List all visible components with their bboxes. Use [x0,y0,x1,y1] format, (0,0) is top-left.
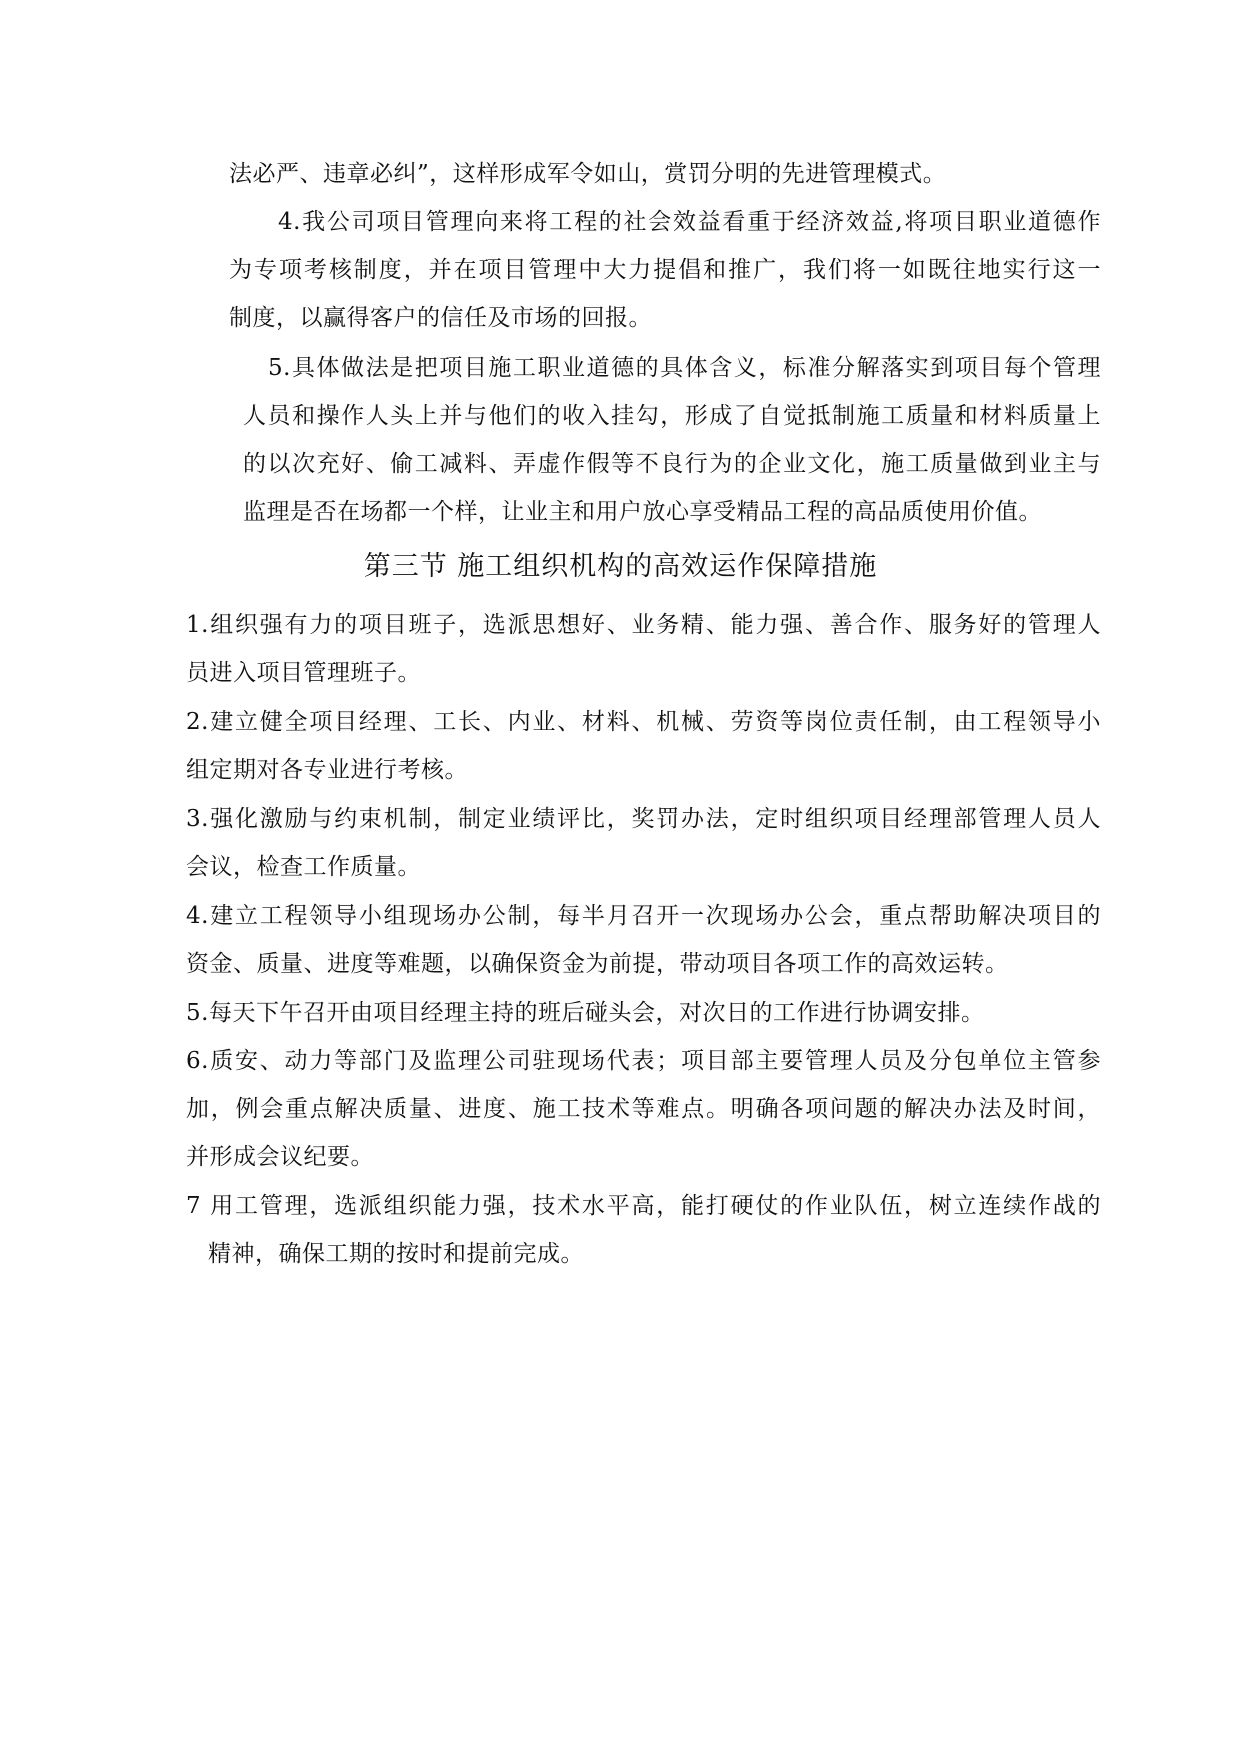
list-item-line: 2.建立健全项目经理、工长、内业、材料、机械、劳资等岗位责任制，由工程领导小 [186,709,1101,735]
list-item-line: 5.每天下午召开由项目经理主持的班后碰头会，对次日的工作进行协调安排。 [186,1000,985,1026]
list-item-line: 6.质安、动力等部门及监理公司驻现场代表；项目部主要管理人员及分包单位主管参 [186,1048,1101,1074]
list-item-line: 员进入项目管理班子。 [186,660,421,686]
list-item-line: 组定期对各专业进行考核。 [186,757,468,783]
paragraph-line: 4.我公司项目管理向来将工程的社会效益看重于经济效益,将项目职业道德作 [278,209,1101,235]
paragraph-line: 法必严、违章必纠”，这样形成军令如山，赏罚分明的先进管理模式。 [229,161,947,187]
paragraph-line: 监理是否在场都一个样，让业主和用户放心享受精品工程的高品质使用价值。 [243,499,1042,525]
paragraph-line: 5.具体做法是把项目施工职业道德的具体含义，标准分解落实到项目每个管理 [268,355,1101,381]
list-item-line: 精神，确保工期的按时和提前完成。 [208,1241,584,1267]
list-item-line: 7 用工管理，选派组织能力强，技术水平高，能打硬仗的作业队伍，树立连续作战的 [186,1193,1101,1219]
paragraph-line: 的以次充好、偷工减料、弄虚作假等不良行为的企业文化，施工质量做到业主与 [243,451,1101,477]
list-item-line: 并形成会议纪要。 [186,1144,374,1170]
list-item-line: 资金、质量、进度等难题，以确保资金为前提，带动项目各项工作的高效运转。 [186,951,1009,977]
list-item-line: 4.建立工程领导小组现场办公制，每半月召开一次现场办公会，重点帮助解决项目的 [186,903,1101,929]
section-heading: 第三节 施工组织机构的高效运作保障措施 [363,551,878,582]
paragraph-line: 为专项考核制度，并在项目管理中大力提倡和推广，我们将一如既往地实行这一 [229,257,1101,283]
paragraph-line: 制度，以赢得客户的信任及市场的回报。 [229,305,652,331]
list-item-line: 1.组织强有力的项目班子，选派思想好、业务精、能力强、善合作、服务好的管理人 [186,612,1101,638]
list-item-line: 3.强化激励与约束机制，制定业绩评比，奖罚办法，定时组织项目经理部管理人员人 [186,806,1101,832]
list-item-line: 加，例会重点解决质量、进度、施工技术等难点。明确各项问题的解决办法及时间， [186,1096,1101,1122]
paragraph-line: 人员和操作人头上并与他们的收入挂勾，形成了自觉抵制施工质量和材料质量上 [243,403,1101,429]
list-item-line: 会议，检查工作质量。 [186,854,421,880]
